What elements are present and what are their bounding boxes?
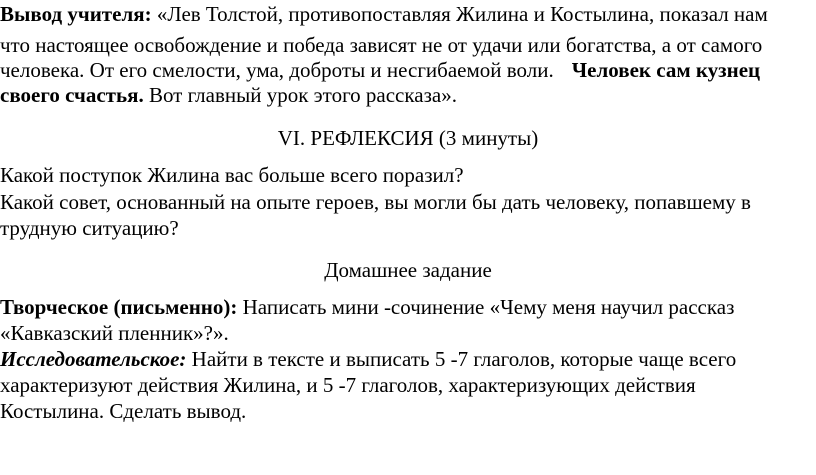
reflection-heading-text: VI. РЕФЛЕКСИЯ (3 минуты) (277, 126, 539, 150)
conclusion-line-4 (0, 83, 457, 107)
homework-research-label: Исследовательское: (0, 347, 187, 371)
conclusion-text-3: человека. От его смелости, ума, доброты и несгибаемой воли. (0, 58, 554, 82)
homework-research-text-2: характеризуют действия Жилина, и 5 -7 глаголов, характеризующих действия (0, 373, 696, 397)
homework-creative-text-2: «Кавказский пленник»?». (0, 321, 229, 345)
homework-research-text-1: Найти в тексте и выписать 5 -7 глаголов, которые чаще всего (186, 347, 737, 371)
conclusion-text-2: что настоящее освобождение и победа зависят не от удачи или богатства, а от самого (0, 33, 763, 57)
conclusion-emphasis-2: своего счастья. (0, 83, 144, 107)
reflection-question-2-text-1: Какой совет, основанный на опыте героев, вы могли бы дать человеку, попавшему в (0, 190, 751, 214)
reflection-question-2-line-1 (0, 190, 751, 214)
reflection-question-1-text: Какой поступок Жилина вас больше всего поразил? (0, 163, 464, 187)
conclusion-text-4: Вот главный урок этого рассказа». (143, 83, 457, 107)
homework-research-line-2 (0, 373, 696, 397)
homework-creative-line-2 (0, 321, 229, 345)
conclusion-label: Вывод учителя: (0, 2, 152, 26)
reflection-question-2-text-2: трудную ситуацию? (0, 216, 179, 240)
homework-research-line-3 (0, 399, 246, 423)
homework-research-line-1 (0, 347, 736, 371)
reflection-question-2-line-2 (0, 216, 179, 240)
conclusion-line-2 (0, 33, 762, 57)
homework-research-text-3: Костылина. Сделать вывод. (0, 399, 247, 423)
reflection-heading (0, 126, 816, 150)
homework-creative-label: Творческое (письменно): (0, 295, 238, 319)
homework-creative-line-1 (0, 295, 734, 319)
reflection-question-1 (0, 163, 464, 187)
conclusion-line-1 (0, 2, 768, 26)
homework-heading (0, 258, 816, 282)
conclusion-emphasis-1: Человек сам кузнец (571, 58, 761, 82)
conclusion-line-3 (0, 58, 760, 82)
homework-heading-text: Домашнее задание (324, 258, 492, 282)
conclusion-text-1: «Лев Толстой, противопоставляя Жилина и Костылина, показал нам (151, 2, 768, 26)
homework-creative-text-1: Написать мини -сочинение «Чему меня научил рассказ (237, 295, 735, 319)
